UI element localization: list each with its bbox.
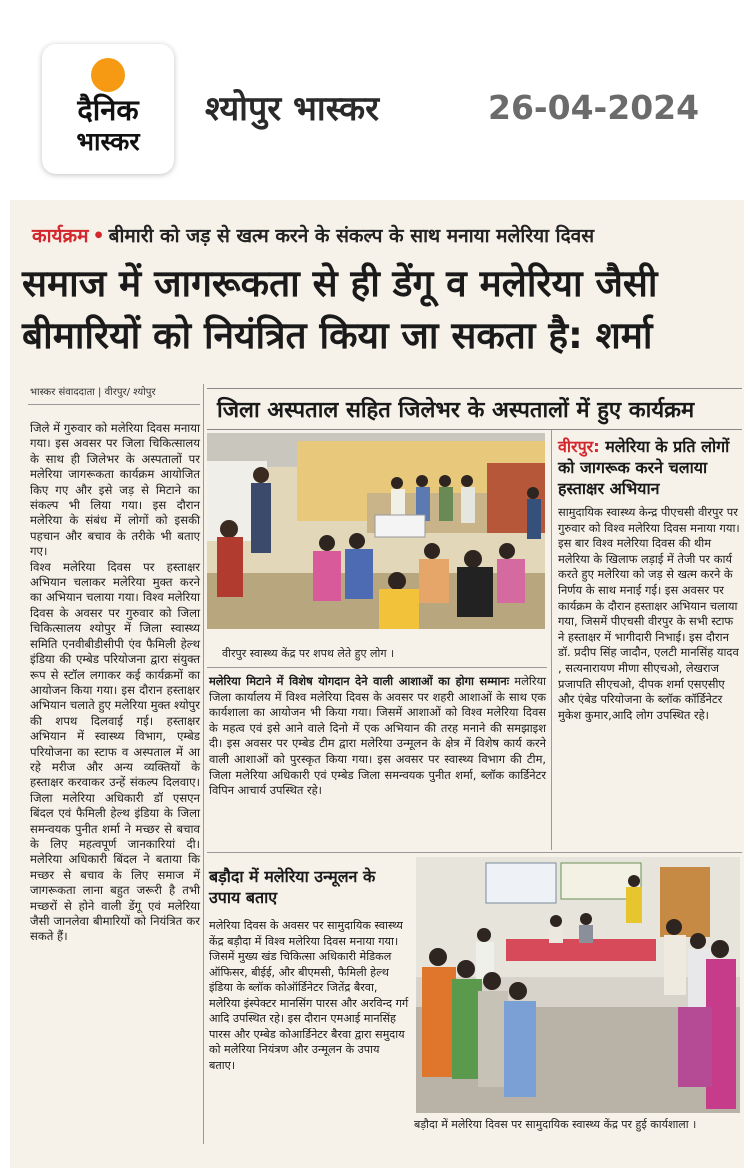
article-headline — [22, 258, 742, 362]
veerpur-text: सामुदायिक स्वास्थ्य केन्द्र पीएचसी वीरपुर पर गुरुवार को विश्व मलेरिया दिवस मनाया गया। इस बार विश्व मलेरिया दिवस की थीम मलेरिया के खिलाफ लड़ाई में तेजी पर कार्य करते हुए मलेरिया को जड़ से खत्म करने के निर्णय के साथ मनाई गई। इस अवसर पर कार्यक्रम के दौरान हस्ताक्षर अभियान चलाया गया, जिसमें पीएचसी वीरपुर के सभी स्टाफ ने हस्ताक्षर में भागीदारी निभाई। इस दौरान डॉ. प्रदीप सिंह जादौन, एलटी मानसिंह यादव , सत्यनारायण मीणा सीएचओ, लेखराज प्रजापति सीएचओ, दीपक शर्मा एसएसीए और एंबेड परियोजना के ब्लॉक कॉर्डिनेटर मुकेश कुमार,आदि लोग उपस्थित रहे। — [558, 505, 740, 722]
byline: भास्कर संवाददाता | वीरपुर/ श्योपुर — [30, 387, 156, 398]
edition-date: 26-04-2024 — [488, 88, 700, 127]
veerpur-label: वीरपुर: — [558, 437, 600, 456]
photo-caption-1: वीरपुर स्वास्थ्य केंद्र पर शपथ लेते हुए लोग । — [222, 647, 395, 660]
photo-caption-2: बड़ौदा में मलेरिया दिवस पर सामुदायिक स्वास्थ्य केंद्र पर हुई कार्यशाला । — [414, 1118, 697, 1131]
article-kicker: कार्यक्रम • बीमारी को जड़ से खत्म करने के संकल्प के साथ मनाया मलेरिया दिवस — [32, 225, 595, 247]
dainik-bhaskar-logo — [42, 44, 174, 174]
edition-name: श्योपुर भास्कर — [205, 89, 379, 129]
divider — [28, 404, 200, 405]
column-divider — [551, 430, 552, 850]
logo-line-1: दैनिक — [77, 93, 139, 127]
baroda-heading: बड़ौदा में मलेरिया उन्मूलन के उपाय बताए — [209, 867, 376, 907]
veerpur-heading-text: मलेरिया के प्रति लोगों को जागरूक करने चलाया हस्ताक्षर अभियान — [558, 437, 730, 498]
asha-honour-section — [209, 674, 546, 799]
baroda-text: मलेरिया दिवस के अवसर पर सामुदायिक स्वास्थ्य केंद्र बड़ौदा में विश्व मलेरिया दिवस मनाया गया। जिसमें मुख्य खंड चिकित्सा अधिकारी मेडिकल ऑफिसर, बीईई, और बीएमसी, फैमिली हेल्थ इंडिया के ब्लॉक कोऑर्डिनेटर जितेंद्र बैरवा, मलेरिया इंस्पेक्टर मानसिंग पारस और अरविन्द गर्ग आदि उपस्थित रहे। इस दौरान एमआई मानसिंह पारस और एम्बेड कोआर्डिनेटर बैरवा द्वारा समुदाय को मलेरिया नियंत्रण और उन्मूलन के उपाय बताए। — [209, 919, 409, 1072]
left-paragraph-2: विश्व मलेरिया दिवस पर हस्ताक्षर अभियान चलाकर मलेरिया मुक्त करने का अभियान चलाया गया। विश्व मलेरिया दिवस के अवसर पर गुरुवार को जिला चिकित्सालय श्योपुर में जिला स्वास्थ्य समिति एनवीबीडीसीपी एंव फैमिली हेल्थ इंडिया की एम्बेड परियोजना द्वारा संयुक्त रूप से स्टॉल लगाकर कई कार्यक्रमों का आयोजन किया गया। इस दौरान हस्ताक्षर अभियान चलाते हुए मलेरिया मुक्त श्योपुर की शपथ दिलवाई गई। हस्ताक्षर अभियान में स्वास्थ्य विभाग, एम्बेड परियोजना का स्टाफ व अस्पताल में आ रहे मरीज और अन्य व्यक्तियों के हस्ताक्षर करवाकर उन्हें संकल्प दिलवाए। जिला मलेरिया अधिकारी डॉ एसएन बिंदल एवं फैमिली हेल्थ इंडिया के जिला समन्वयक पुनीत शर्मा ने मच्छर से बचाव के लिए महत्वपूर्ण जानकारियां दी। मलेरिया अधिकारी बिंदल ने बताया कि मच्छर से बचाव के लिए समाज में जागरूकता लाना बहुत जरूरी है तभी मच्छरों से होने वाली डेंगू एवं मलेरिया जैसी जानलेवा बीमारियों को नियंत्रित कर सकते हैं। — [30, 559, 201, 944]
left-paragraph-1: जिले में गुरुवार को मलेरिया दिवस मनाया गया। इस अवसर पर जिला चिकित्सालय के साथ ही जिलेभर के अस्पतालों पर मलेरिया जागरूकता कार्यक्रम आयोजित किए गए और इसे जड़ से मिटाने का संकल्प भी लिया गया। इस दौरान मलेरिया के संबंध में लोगों को इसकी पहचान और बचाव के तरीके भी बताए गए। — [30, 421, 200, 559]
left-column-text — [30, 421, 200, 945]
divider — [207, 852, 742, 853]
kicker-label: कार्यक्रम — [32, 225, 89, 247]
veerpur-heading — [558, 436, 738, 499]
headline-line-1: समाज में जागरूकता से ही डेंगू व मलेरिया जैसी — [22, 262, 658, 305]
logo-sun-icon — [91, 58, 125, 92]
asha-text: मलेरिया जिला कार्यालय में विश्व मलेरिया दिवस के अवसर पर शहरी आशाओं के साथ एक कार्यशाला का आयोजन भी किया गया। जिसमें आशाओं को विश्व मलेरिया दिवस के महत्व एवं इसे आने वाले दिनो में एक अभियान की तरह मनाने की समझाइश दी। इस अवसर पर एम्बेड टीम द्वारा मलेरिया उन्मूलन के क्षेत्र में विशेष कार्य करने वाली आशाओं को पुरस्कृत किया गया। इस अवसर पर स्वास्थ्य विभाग की टीम, जिला मलेरिया अधिकारी एवं एम्बेड जिला समन्वयक पुनीत शर्मा, ब्लॉक कार्डिनेटर विपिन आचार्य उपस्थित रहे। — [209, 674, 547, 798]
subhead-text: जिला अस्पताल सहित जिलेभर के अस्पतालों में हुए कार्यक्रम — [217, 398, 695, 423]
page-header — [0, 0, 748, 190]
photo-baroda-workshop — [416, 857, 740, 1113]
kicker-text: बीमारी को जड़ से खत्म करने के संकल्प के साथ मनाया मलेरिया दिवस — [108, 225, 595, 247]
divider — [207, 667, 547, 668]
photo-veerpur-oath — [207, 433, 545, 629]
asha-lead: मलेरिया मिटाने में विशेष योगदान देने वाली आशाओं का होगा सम्मानः — [209, 674, 510, 688]
section-subhead — [207, 388, 742, 430]
column-divider — [203, 384, 204, 1144]
logo-line-2: भास्कर — [76, 127, 140, 156]
headline-line-2: बीमारियों को नियंत्रित किया जा सकता है: शर्मा — [22, 314, 653, 357]
